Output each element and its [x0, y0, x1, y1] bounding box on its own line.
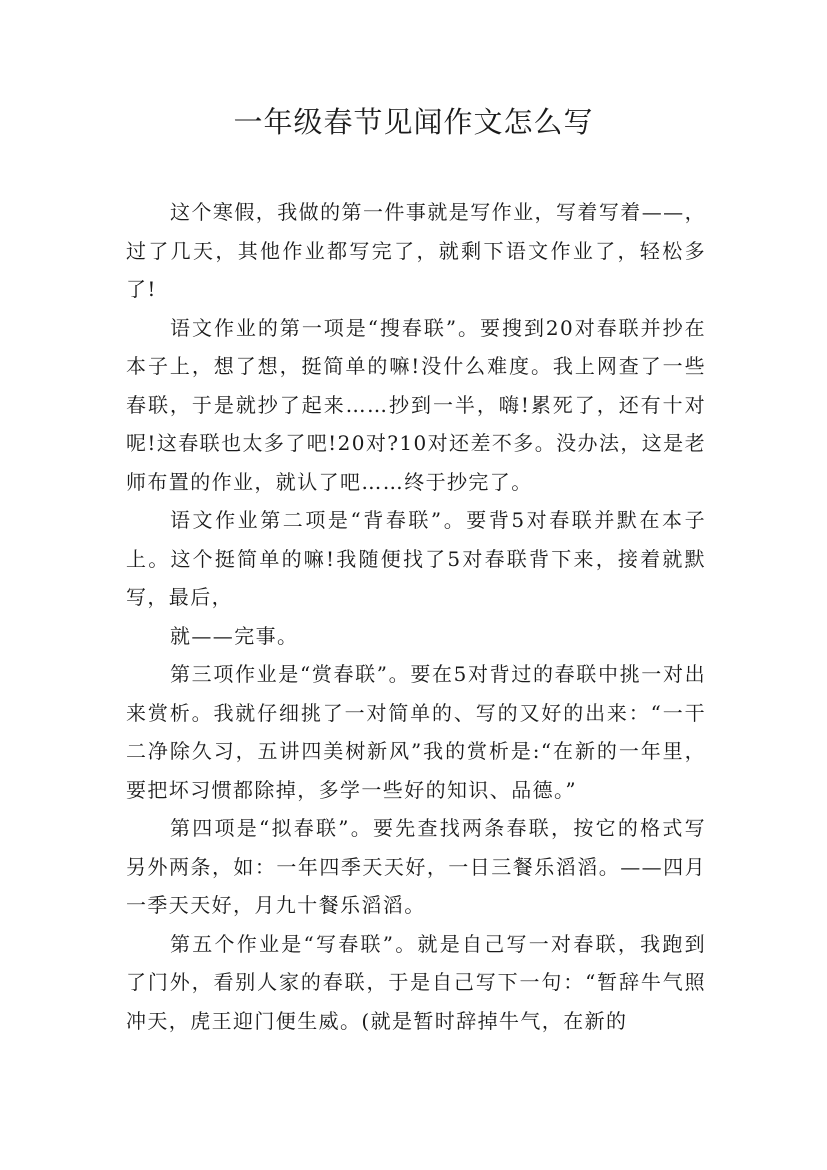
document-title: 一年级春节见闻作文怎么写	[233, 105, 594, 139]
paragraph-4: 就——完事。	[170, 623, 299, 648]
paragraph-6: 第四项是“拟春联”。要先查找两条春联，按它的格式写另外两条，如：一年四季天天好，一日三餐乐滔滔。——四月一季天天好，月九十餐乐滔滔。	[126, 816, 706, 917]
paragraph-5: 第三项作业是“赏春联”。要在5对背过的春联中挑一对出来赏析。我就仔细挑了一对简单的、写的又好的出来：“一干二净除久习，五讲四美树新风”我的赏析是:“在新的一年里，要把坏习惯都除掉，多学一些好的知识、品德。”	[126, 662, 706, 802]
document-body	[126, 193, 706, 1040]
paragraph-1: 这个寒假，我做的第一件事就是写作业，写着写着——，过了几天，其他作业都写完了，就剩下语文作业了，轻松多了!	[126, 200, 706, 301]
paragraph-2: 语文作业的第一项是“搜春联”。要搜到20对春联并抄在本子上，想了想，挺简单的嘛!没什么难度。我上网查了一些春联，于是就抄了起来……抄到一半，嗨!累死了，还有十对呢!这春联也太多了吧!20对?10对还差不多。没办法，这是老师布置的作业，就认了吧……终于抄完了。	[126, 315, 706, 494]
paragraph-7: 第五个作业是“写春联”。就是自己写一对春联，我跑到了门外，看别人家的春联，于是自己写下一句：“暂辞牛气照冲天，虎王迎门便生威。(就是暂时辞掉牛气，在新的	[126, 931, 706, 1033]
paragraph-3: 语文作业第二项是“背春联”。要背5对春联并默在本子上。这个挺简单的嘛!我随便找了5对春联背下来，接着就默写，最后，	[126, 508, 706, 609]
